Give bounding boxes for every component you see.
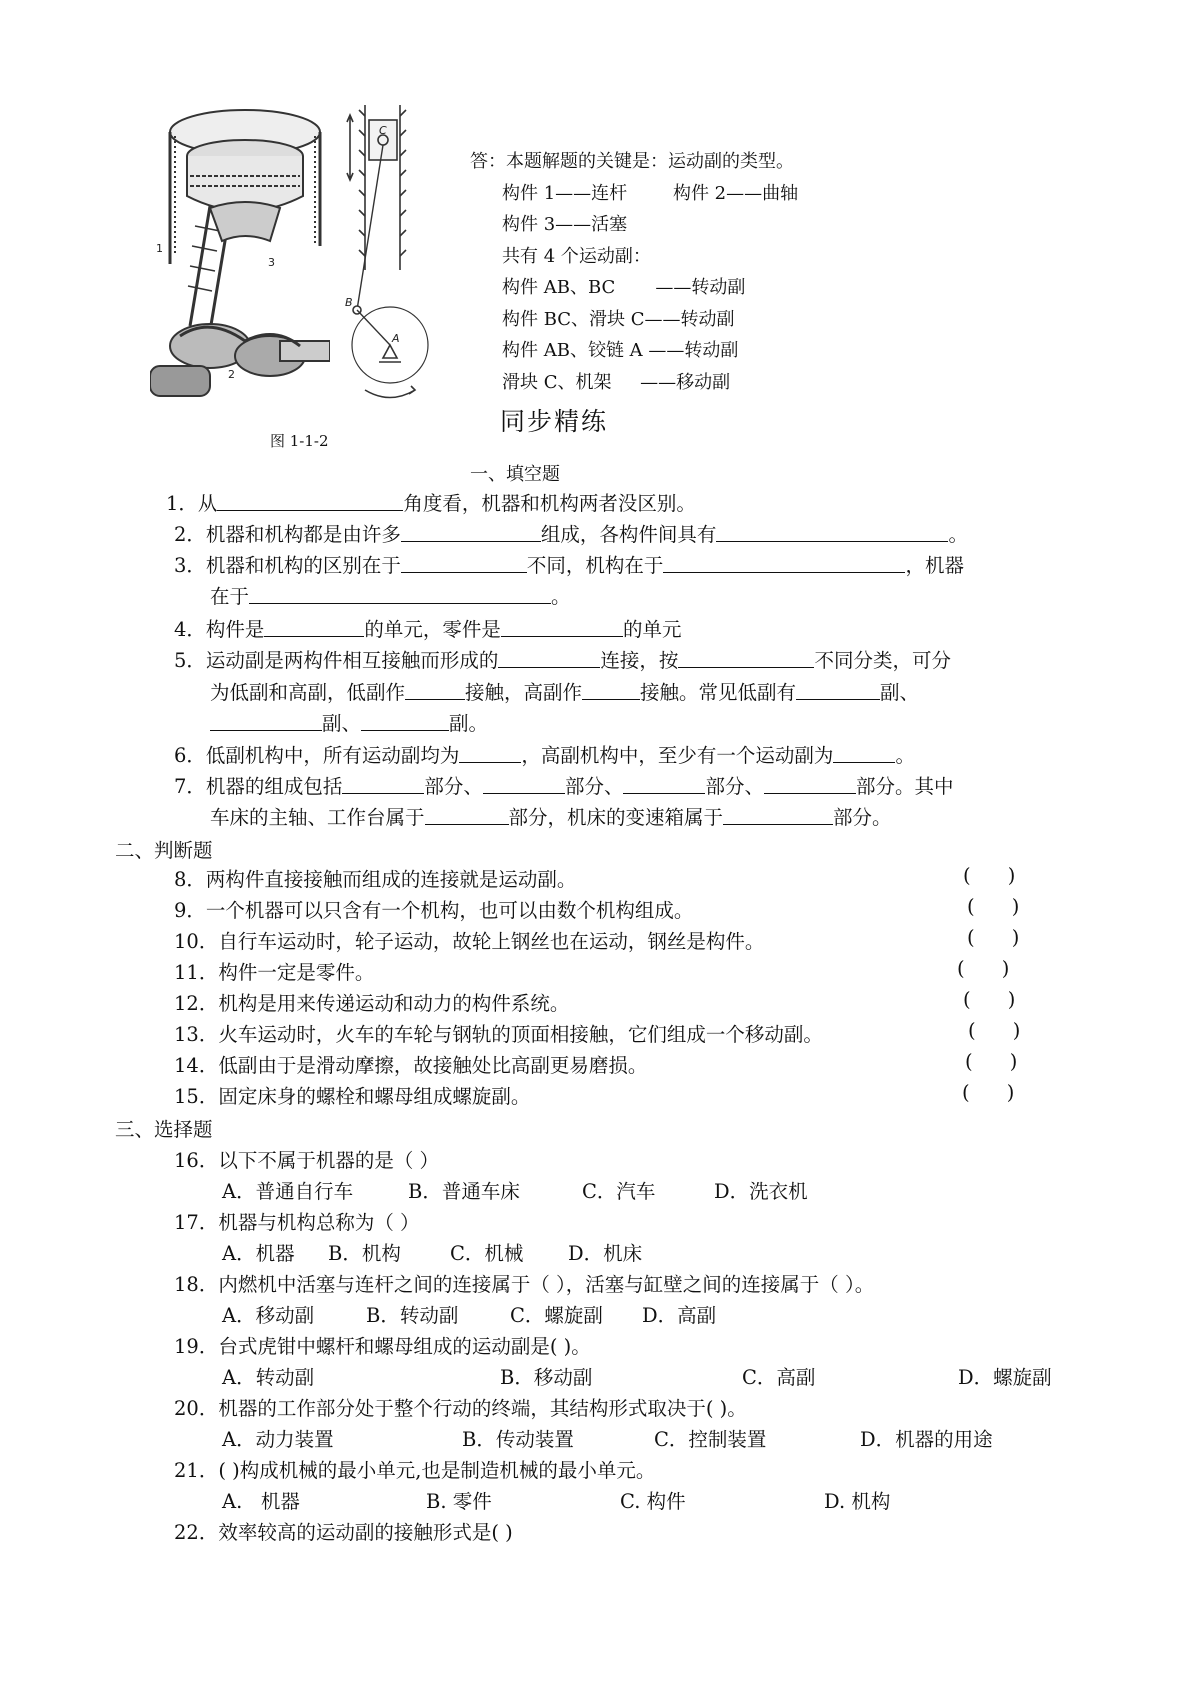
choice-question-18: 18．内燃机中活塞与连杆之间的连接属于（ ），活塞与缸壁之间的连接属于（ ）。 (174, 1273, 875, 1296)
choice-question-17: 17．机器与机构总称为（ ） (174, 1211, 420, 1234)
judge-question: 10．自行车运动时，轮子运动，故轮上钢丝也在运动，钢丝是构件。 (174, 930, 765, 953)
judge-question: 11．构件一定是零件。 (174, 961, 375, 984)
answer-line: 共有 4 个运动副： (502, 245, 651, 267)
answer-blank[interactable] (723, 804, 833, 825)
figure-label-3: 3 (268, 256, 275, 269)
answer-blank[interactable] (716, 521, 948, 542)
answer-paren[interactable]: ( ) (967, 926, 1020, 949)
answer-blank[interactable] (663, 552, 905, 573)
answer-blank[interactable] (678, 647, 814, 668)
answer-paren[interactable]: ( ) (968, 1019, 1021, 1042)
option-b[interactable]: B．机构 (328, 1242, 401, 1265)
answer-blank[interactable] (264, 616, 364, 637)
answer-line: 构件 BC、滑块 C——转动副 (502, 308, 735, 330)
option-d[interactable]: D．机床 (568, 1242, 643, 1265)
option-d[interactable]: D．高副 (642, 1304, 717, 1327)
option-b[interactable]: B. 零件 (426, 1490, 492, 1513)
slider-crank-schematic (345, 100, 455, 412)
judge-question: 9．一个机器可以只含有一个机构，也可以由数个机构组成。 (174, 899, 694, 922)
section-heading-fill: 一、填空题 (470, 464, 560, 485)
answer-line: 构件 1——连杆 构件 2——曲轴 (502, 182, 799, 204)
fill-question-5: 5．运动副是两构件相互接触而形成的 连接，按 不同分类，可分 (174, 649, 951, 672)
figure-label-a: A (392, 332, 400, 345)
judge-question: 8．两构件直接接触而组成的连接就是运动副。 (174, 868, 577, 891)
choice-question-19: 19．台式虎钳中螺杆和螺母组成的运动副是( )。 (174, 1335, 591, 1358)
option-b[interactable]: B．移动副 (500, 1366, 593, 1389)
option-d[interactable]: D．机器的用途 (860, 1428, 993, 1451)
choice-question-16: 16．以下不属于机器的是（ ） (174, 1149, 440, 1172)
answer-line: 构件 AB、BC ——转动副 (502, 277, 746, 298)
answer-paren[interactable]: ( ) (957, 957, 1010, 980)
answer-blank[interactable] (796, 679, 880, 700)
option-c[interactable]: C．螺旋副 (510, 1304, 603, 1327)
answer-blank[interactable] (833, 742, 895, 763)
answer-block (470, 146, 798, 398)
answer-blank[interactable] (459, 742, 521, 763)
option-a[interactable]: A．转动副 (222, 1366, 315, 1389)
answer-blank[interactable] (501, 616, 623, 637)
figure-label-b: B (345, 296, 353, 309)
answer-blank[interactable] (425, 804, 509, 825)
answer-blank[interactable] (405, 679, 465, 700)
answer-blank[interactable] (217, 490, 403, 511)
option-c[interactable]: C．控制装置 (654, 1428, 767, 1451)
option-c[interactable]: C．机械 (450, 1242, 524, 1265)
option-c[interactable]: C．高副 (742, 1366, 816, 1389)
fill-question-3: 3．机器和机构的区别在于 不同，机构在于 ，机器 (174, 554, 964, 577)
judge-question: 12．机构是用来传递运动和动力的构件系统。 (174, 992, 570, 1015)
choice-question-22: 22．效率较高的运动副的接触形式是( ) (174, 1521, 513, 1544)
answer-blank[interactable] (210, 710, 322, 731)
answer-paren[interactable]: ( ) (963, 988, 1016, 1011)
option-a[interactable]: A．移动副 (222, 1304, 315, 1327)
fill-question-1: 1．从 角度看，机器和机构两者没区别。 (166, 492, 696, 515)
fill-question-2: 2．机器和机构都是由许多 组成，各构件间具有 。 (174, 523, 968, 546)
option-c[interactable]: C. 构件 (620, 1490, 686, 1513)
figure-caption: 图 1-1-2 (270, 432, 329, 450)
option-a[interactable]: A．动力装置 (222, 1428, 334, 1451)
judge-question: 15．固定床身的螺栓和螺母组成螺旋副。 (174, 1085, 531, 1108)
answer-paren[interactable]: ( ) (965, 1050, 1018, 1073)
option-a[interactable]: A．普通自行车 (222, 1180, 354, 1203)
fill-question-4: 4．构件是 的单元，零件是 的单元 (174, 618, 682, 641)
answer-blank[interactable] (361, 710, 449, 731)
figure-label-c: C (379, 124, 387, 137)
option-b[interactable]: B．转动副 (366, 1304, 459, 1327)
answer-line: 滑块 C、机架 ——移动副 (502, 371, 731, 393)
section-heading-judge: 二、判断题 (115, 839, 213, 862)
option-c[interactable]: C．汽车 (582, 1180, 656, 1203)
option-a[interactable]: A. 机器 (222, 1490, 300, 1513)
answer-line: 答：本题解题的关键是：运动副的类型。 (470, 151, 794, 172)
fill-question-5-cont2: 副、 副。 (210, 708, 488, 739)
sync-practice-title: 同步精练 (500, 407, 609, 436)
figure-label-2: 2 (228, 368, 235, 381)
answer-blank[interactable] (401, 552, 527, 573)
answer-blank[interactable] (764, 773, 856, 794)
answer-blank[interactable] (582, 679, 640, 700)
answer-blank[interactable] (249, 583, 551, 604)
choice-question-21: 21．( )构成机械的最小单元,也是制造机械的最小单元。 (174, 1459, 656, 1482)
option-a[interactable]: A．机器 (222, 1242, 295, 1265)
option-b[interactable]: B．传动装置 (462, 1428, 574, 1451)
answer-blank[interactable] (483, 773, 565, 794)
piston-assembly-illustration (150, 96, 330, 412)
fill-question-7-cont: 车床的主轴、工作台属于 部分，机床的变速箱属于 部分。 (210, 806, 892, 829)
section-heading-choice: 三、选择题 (115, 1118, 213, 1141)
answer-blank[interactable] (342, 773, 424, 794)
option-d[interactable]: D．洗衣机 (714, 1180, 808, 1203)
fill-question-7: 7．机器的组成包括 部分、 部分、 部分、 部分。其中 (174, 775, 954, 798)
fill-question-5-cont: 为低副和高副，低副作 接触，高副作 接触。常见低副有 副、 (210, 681, 920, 704)
answer-line: 构件 AB、铰链 A ——转动副 (502, 340, 739, 361)
answer-blank[interactable] (401, 521, 541, 542)
answer-line: 构件 3——活塞 (502, 214, 628, 235)
answer-blank[interactable] (498, 647, 600, 668)
option-d[interactable]: D．螺旋副 (958, 1366, 1052, 1389)
fill-question-3-cont: 在于 。 (210, 585, 571, 608)
judge-question: 14．低副由于是滑动摩擦，故接触处比高副更易磨损。 (174, 1054, 648, 1077)
choice-question-20: 20．机器的工作部分处于整个行动的终端，其结构形式取决于( )。 (174, 1397, 747, 1420)
answer-blank[interactable] (623, 773, 705, 794)
figure-label-1: 1 (156, 242, 163, 255)
option-d[interactable]: D. 机构 (824, 1490, 891, 1513)
option-b[interactable]: B．普通车床 (408, 1180, 520, 1203)
judge-question: 13．火车运动时，火车的车轮与钢轨的顶面相接触，它们组成一个移动副。 (174, 1023, 823, 1046)
answer-paren[interactable]: ( ) (963, 864, 1016, 887)
fill-question-6: 6．低副机构中，所有运动副均为 ，高副机构中，至少有一个运动副为 。 (174, 744, 915, 767)
answer-paren[interactable]: ( ) (967, 895, 1020, 918)
answer-paren[interactable]: ( ) (962, 1081, 1015, 1104)
